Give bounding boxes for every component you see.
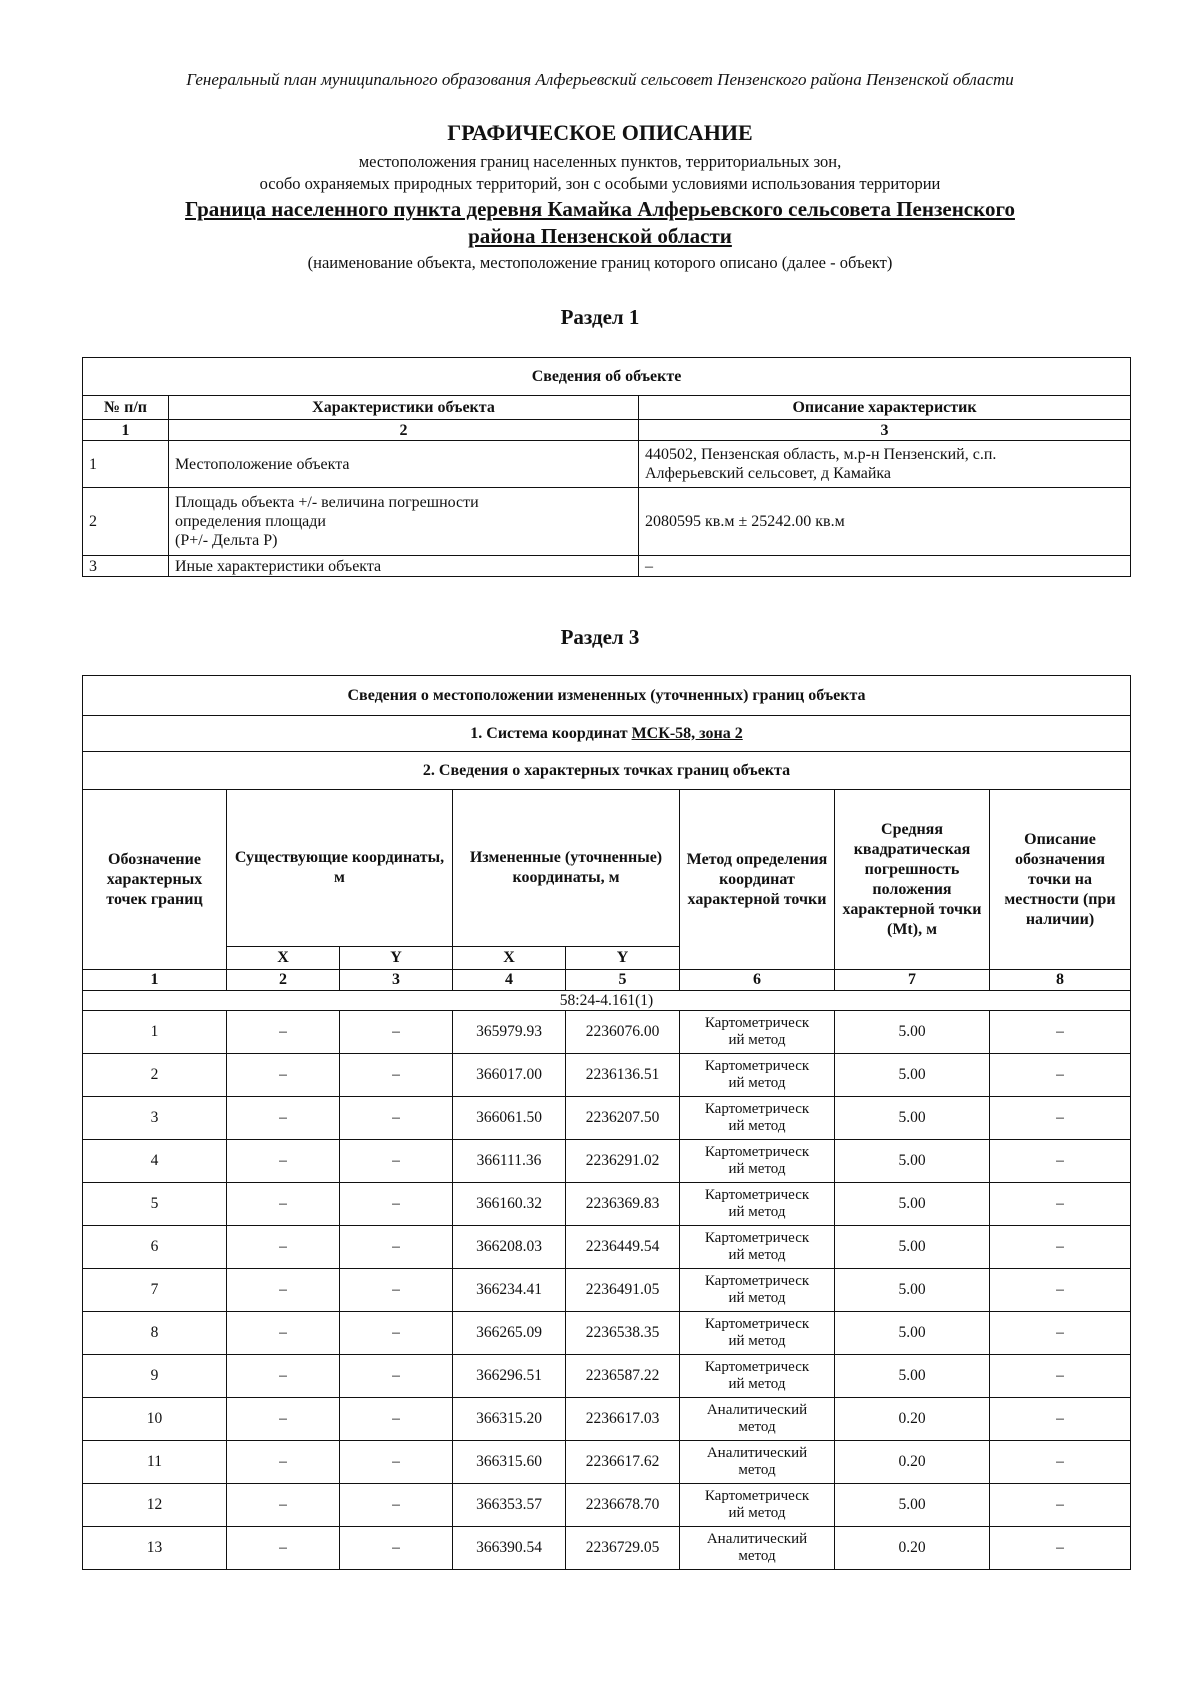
method	[680, 1097, 835, 1140]
existing-x: –	[227, 1312, 340, 1355]
col-number: 3	[639, 420, 1131, 441]
existing-x: –	[227, 1527, 340, 1570]
error-value: 5.00	[835, 1011, 990, 1054]
point-description: –	[990, 1398, 1131, 1441]
row-name-line: (P+/- Дельта P)	[175, 532, 278, 549]
method	[680, 1312, 835, 1355]
existing-x: –	[227, 1054, 340, 1097]
page-header: Генеральный план муниципального образования Алферьевский сельсовет Пензенского района Пензенской области	[186, 70, 1014, 89]
point-number: 3	[83, 1097, 227, 1140]
object-name-line-1: Граница населенного пункта деревня Камайка Алферьевского сельсовета Пензенского	[185, 197, 1015, 221]
method-line: Картометрическ	[704, 1316, 810, 1332]
method-line: Картометрическ	[704, 1187, 810, 1203]
method-line: метод	[738, 1419, 776, 1435]
error-value: 5.00	[835, 1312, 990, 1355]
method	[680, 1183, 835, 1226]
col-number: 2	[227, 970, 340, 991]
col-number: 3	[340, 970, 453, 991]
object-name-line-2: района Пензенской области	[468, 224, 732, 248]
changed-x: 366017.00	[453, 1054, 566, 1097]
changed-y: 2236678.70	[566, 1484, 680, 1527]
header-x: X	[227, 947, 340, 970]
point-description: –	[990, 1269, 1131, 1312]
row-number: 2	[83, 488, 169, 556]
existing-y: –	[340, 1484, 453, 1527]
error-value: 5.00	[835, 1183, 990, 1226]
changed-x: 366353.57	[453, 1484, 566, 1527]
existing-y: –	[340, 1054, 453, 1097]
error-value: 5.00	[835, 1484, 990, 1527]
changed-x: 366296.51	[453, 1355, 566, 1398]
changed-y: 2236587.22	[566, 1355, 680, 1398]
header-method: Метод определения координат характерной точки	[680, 790, 835, 970]
table-row	[83, 1355, 1131, 1398]
header-y: Y	[566, 947, 680, 970]
existing-x: –	[227, 1097, 340, 1140]
method-line: Картометрическ	[704, 1058, 810, 1074]
subtitle-line-1: местоположения границ населенных пунктов, территориальных зон,	[358, 152, 842, 171]
document-title: ГРАФИЧЕСКОЕ ОПИСАНИЕ	[447, 120, 753, 145]
changed-x: 366111.36	[453, 1140, 566, 1183]
col-number: 8	[990, 970, 1131, 991]
error-value: 5.00	[835, 1355, 990, 1398]
method-line: Картометрическ	[704, 1488, 810, 1504]
method	[680, 1226, 835, 1269]
method	[680, 1355, 835, 1398]
method-line: ий метод	[728, 1075, 786, 1091]
changed-x: 366061.50	[453, 1097, 566, 1140]
method-line: ий метод	[728, 1204, 786, 1220]
changed-y: 2236136.51	[566, 1054, 680, 1097]
row-description-line: Алферьевский сельсовет, д Камайка	[645, 465, 892, 482]
row-description	[639, 441, 1131, 488]
header-number: № п/п	[83, 396, 169, 420]
changed-y: 2236729.05	[566, 1527, 680, 1570]
error-value: 5.00	[835, 1226, 990, 1269]
method	[680, 1484, 835, 1527]
section-1-title: Раздел 1	[560, 305, 640, 329]
changed-y: 2236369.83	[566, 1183, 680, 1226]
method-line: Аналитический	[706, 1531, 808, 1547]
row-description: 2080595 кв.м ± 25242.00 кв.м	[639, 488, 1131, 556]
header-error: Средняя квадратическая погрешность положения характерной точки (Mt), м	[835, 790, 990, 970]
method-line: Аналитический	[706, 1445, 808, 1461]
point-number: 9	[83, 1355, 227, 1398]
existing-y: –	[340, 1527, 453, 1570]
existing-x: –	[227, 1355, 340, 1398]
point-number: 11	[83, 1441, 227, 1484]
object-info-table	[82, 357, 1131, 577]
row-name: Местоположение объекта	[169, 441, 639, 488]
existing-y: –	[340, 1140, 453, 1183]
subtitle-line-2: особо охраняемых природных территорий, зон с особыми условиями использования территории	[259, 174, 941, 193]
col-number: 2	[169, 420, 639, 441]
changed-x: 366265.09	[453, 1312, 566, 1355]
changed-x: 366208.03	[453, 1226, 566, 1269]
coordinate-system-value: МСК-58, зона 2	[631, 724, 743, 742]
existing-y: –	[340, 1398, 453, 1441]
method	[680, 1140, 835, 1183]
point-description: –	[990, 1355, 1131, 1398]
existing-x: –	[227, 1140, 340, 1183]
method-line: ий метод	[728, 1032, 786, 1048]
method-line: ий метод	[728, 1333, 786, 1349]
header-existing: Существующие координаты, м	[227, 790, 453, 947]
error-value: 5.00	[835, 1097, 990, 1140]
row-name: Иные характеристики объекта	[169, 556, 639, 577]
changed-y: 2236076.00	[566, 1011, 680, 1054]
point-number: 6	[83, 1226, 227, 1269]
existing-y: –	[340, 1226, 453, 1269]
object-info-table-title: Сведения об объекте	[83, 358, 1131, 396]
header-characteristics: Характеристики объекта	[169, 396, 639, 420]
point-description: –	[990, 1097, 1131, 1140]
point-number: 13	[83, 1527, 227, 1570]
changed-x: 366234.41	[453, 1269, 566, 1312]
table-row	[83, 1484, 1131, 1527]
method-line: ий метод	[728, 1161, 786, 1177]
parcel-number: 58:24-4.161(1)	[83, 991, 1131, 1011]
error-value: 5.00	[835, 1269, 990, 1312]
header-desc: Описание обозначения точки на местности (при наличии)	[990, 790, 1131, 970]
existing-x: –	[227, 1183, 340, 1226]
col-number: 6	[680, 970, 835, 991]
existing-y: –	[340, 1312, 453, 1355]
table-row	[83, 1226, 1131, 1269]
point-number: 7	[83, 1269, 227, 1312]
table-row	[83, 1269, 1131, 1312]
row-name	[169, 488, 639, 556]
changed-y: 2236491.05	[566, 1269, 680, 1312]
point-description: –	[990, 1484, 1131, 1527]
table-row	[83, 1140, 1131, 1183]
method-line: метод	[738, 1462, 776, 1478]
point-number: 8	[83, 1312, 227, 1355]
method	[680, 1441, 835, 1484]
method-line: ий метод	[728, 1505, 786, 1521]
method	[680, 1011, 835, 1054]
existing-y: –	[340, 1441, 453, 1484]
coordinate-system-label: 1. Система координат	[470, 724, 632, 742]
header-y: Y	[340, 947, 453, 970]
existing-y: –	[340, 1269, 453, 1312]
object-note: (наименование объекта, местоположение границ которого описано (далее - объект)	[307, 253, 893, 272]
table-row	[83, 1054, 1131, 1097]
method-line: Картометрическ	[704, 1273, 810, 1289]
table-row	[83, 1312, 1131, 1355]
table-row	[83, 1527, 1131, 1570]
changed-y: 2236538.35	[566, 1312, 680, 1355]
method-line: Аналитический	[706, 1402, 808, 1418]
method-line: ий метод	[728, 1376, 786, 1392]
error-value: 5.00	[835, 1054, 990, 1097]
method-line: Картометрическ	[704, 1144, 810, 1160]
table-row	[83, 441, 1131, 488]
existing-x: –	[227, 1441, 340, 1484]
point-description: –	[990, 1226, 1131, 1269]
changed-x: 366390.54	[453, 1527, 566, 1570]
existing-x: –	[227, 1398, 340, 1441]
changed-y: 2236617.62	[566, 1441, 680, 1484]
error-value: 0.20	[835, 1398, 990, 1441]
method-line: ий метод	[728, 1118, 786, 1134]
existing-y: –	[340, 1011, 453, 1054]
changed-y: 2236617.03	[566, 1398, 680, 1441]
boundary-table-title: Сведения о местоположении измененных (уточненных) границ объекта	[83, 676, 1131, 716]
row-description-line: 440502, Пензенская область, м.р-н Пензенский, с.п.	[645, 446, 997, 463]
error-value: 5.00	[835, 1140, 990, 1183]
method-line: Картометрическ	[704, 1101, 810, 1117]
changed-x: 366315.20	[453, 1398, 566, 1441]
row-name-line: Площадь объекта +/- величина погрешности	[175, 494, 479, 511]
table-row	[83, 1441, 1131, 1484]
table-row	[83, 1011, 1131, 1054]
changed-x: 365979.93	[453, 1011, 566, 1054]
method	[680, 1398, 835, 1441]
coordinate-system-line	[83, 716, 1131, 752]
row-number: 3	[83, 556, 169, 577]
point-number: 4	[83, 1140, 227, 1183]
point-number: 10	[83, 1398, 227, 1441]
point-description: –	[990, 1183, 1131, 1226]
point-description: –	[990, 1140, 1131, 1183]
table-row	[83, 1398, 1131, 1441]
error-value: 0.20	[835, 1527, 990, 1570]
point-number: 5	[83, 1183, 227, 1226]
changed-y: 2236291.02	[566, 1140, 680, 1183]
changed-y: 2236207.50	[566, 1097, 680, 1140]
point-number: 2	[83, 1054, 227, 1097]
existing-x: –	[227, 1226, 340, 1269]
point-number: 12	[83, 1484, 227, 1527]
header-x: X	[453, 947, 566, 970]
existing-y: –	[340, 1097, 453, 1140]
table-row	[83, 488, 1131, 556]
row-number: 1	[83, 441, 169, 488]
points-section-title: 2. Сведения о характерных точках границ объекта	[83, 752, 1131, 790]
existing-x: –	[227, 1484, 340, 1527]
error-value: 0.20	[835, 1441, 990, 1484]
col-number: 1	[83, 420, 169, 441]
header-description: Описание характеристик	[639, 396, 1131, 420]
col-number: 7	[835, 970, 990, 991]
changed-x: 366160.32	[453, 1183, 566, 1226]
header-point: Обозначение характерных точек границ	[83, 790, 227, 970]
method-line: Картометрическ	[704, 1230, 810, 1246]
method-line: ий метод	[728, 1290, 786, 1306]
table-row	[83, 1183, 1131, 1226]
point-description: –	[990, 1011, 1131, 1054]
method	[680, 1054, 835, 1097]
col-number: 1	[83, 970, 227, 991]
boundary-points-table	[82, 675, 1131, 1570]
method-line: ий метод	[728, 1247, 786, 1263]
table-row	[83, 556, 1131, 577]
existing-y: –	[340, 1355, 453, 1398]
method-line: Картометрическ	[704, 1015, 810, 1031]
existing-y: –	[340, 1183, 453, 1226]
existing-x: –	[227, 1011, 340, 1054]
row-name-line: определения площади	[175, 513, 326, 530]
changed-x: 366315.60	[453, 1441, 566, 1484]
col-number: 5	[566, 970, 680, 991]
existing-x: –	[227, 1269, 340, 1312]
header-changed: Измененные (уточненные) координаты, м	[453, 790, 680, 947]
method-line: метод	[738, 1548, 776, 1564]
point-description: –	[990, 1054, 1131, 1097]
point-description: –	[990, 1441, 1131, 1484]
method-line: Картометрическ	[704, 1359, 810, 1375]
table-row	[83, 1097, 1131, 1140]
point-description: –	[990, 1312, 1131, 1355]
method	[680, 1269, 835, 1312]
point-description: –	[990, 1527, 1131, 1570]
row-description: –	[639, 556, 1131, 577]
point-number: 1	[83, 1011, 227, 1054]
changed-y: 2236449.54	[566, 1226, 680, 1269]
section-3-title: Раздел 3	[560, 625, 640, 649]
col-number: 4	[453, 970, 566, 991]
method	[680, 1527, 835, 1570]
